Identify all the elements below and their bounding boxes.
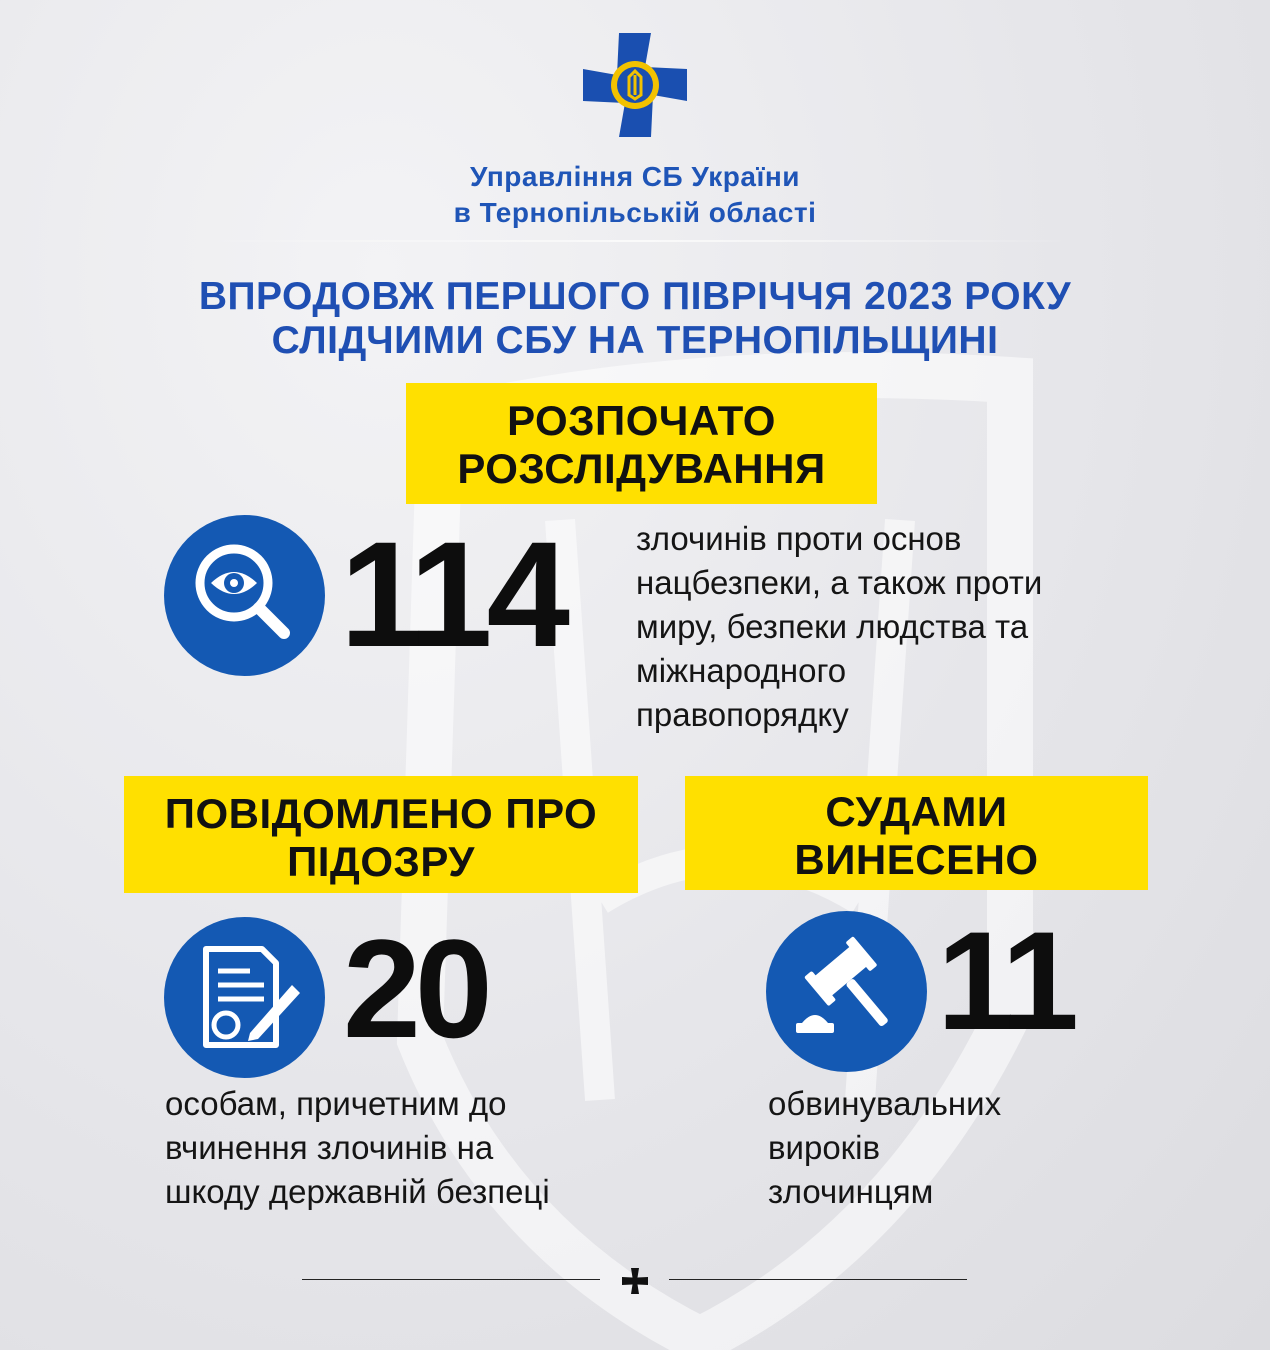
verdicts-icon-circle	[766, 911, 927, 1072]
footer-divider-left	[302, 1279, 600, 1280]
desc-line: злочинів проти основ	[636, 520, 962, 557]
verdicts-label-line2: ВИНЕСЕНО	[794, 836, 1039, 883]
desc-line: обвинувальних	[768, 1085, 1002, 1122]
investigations-label-line2: РОЗСЛІДУВАННЯ	[457, 445, 826, 492]
org-name-line2: в Тернопільській області	[453, 197, 817, 228]
signed-document-icon	[164, 917, 325, 1078]
desc-line: міжнародного	[636, 652, 847, 689]
investigations-icon-circle	[164, 515, 325, 676]
investigations-description	[636, 517, 1196, 737]
desc-line: злочинцям	[768, 1173, 934, 1210]
investigations-count: 114	[340, 510, 564, 678]
verdicts-description	[768, 1082, 1168, 1214]
headline-line1: ВПРОДОВЖ ПЕРШОГО ПІВРІЧЧЯ 2023 РОКУ	[198, 275, 1072, 318]
verdicts-label	[685, 776, 1148, 890]
footer-divider-right	[669, 1279, 967, 1280]
org-name-line1: Управління СБ України	[470, 161, 800, 192]
gavel-icon	[766, 911, 927, 1072]
suspicions-label-line1: ПОВІДОМЛЕНО ПРО	[164, 790, 598, 837]
sbu-emblem-icon	[583, 33, 687, 137]
suspicions-label-line2: ПІДОЗРУ	[287, 838, 475, 885]
verdicts-count: 11	[937, 902, 1073, 1059]
desc-line: нацбезпеки, а також проти	[636, 564, 1043, 601]
desc-line: вироків	[768, 1129, 880, 1166]
desc-line: правопорядку	[636, 696, 849, 733]
magnifier-eye-icon	[164, 515, 325, 676]
suspicions-count: 20	[343, 910, 487, 1067]
desc-line: вчинення злочинів на	[165, 1129, 494, 1166]
suspicions-description	[165, 1082, 705, 1214]
cross-icon	[622, 1268, 648, 1294]
desc-line: шкоду державній безпеці	[165, 1173, 550, 1210]
verdicts-label-line1: СУДАМИ	[825, 788, 1008, 835]
headline-line2: СЛІДЧИМИ СБУ НА ТЕРНОПІЛЬЩИНІ	[271, 319, 999, 362]
desc-line: особам, причетним до	[165, 1085, 507, 1122]
investigations-label	[406, 383, 877, 504]
suspicions-icon-circle	[164, 917, 325, 1078]
investigations-label-line1: РОЗПОЧАТО	[507, 397, 776, 444]
suspicions-label	[124, 776, 638, 893]
header-divider	[200, 240, 1070, 242]
desc-line: миру, безпеки людства та	[636, 608, 1029, 645]
